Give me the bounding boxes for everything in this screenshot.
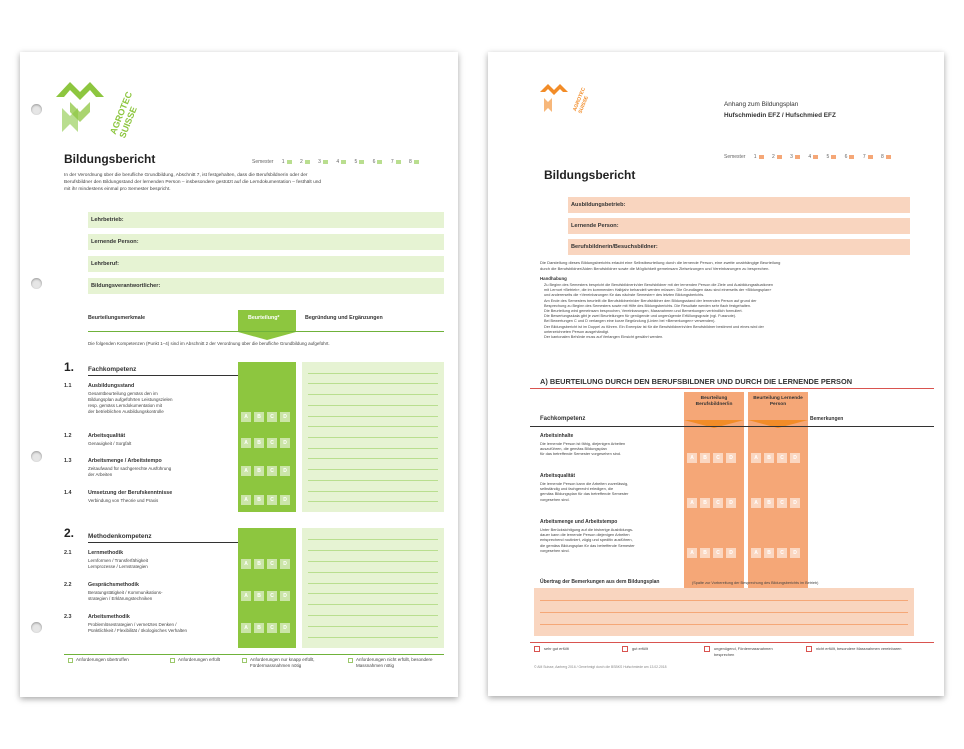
intro-text bbox=[540, 260, 920, 271]
semester-checkbox[interactable] bbox=[831, 155, 836, 159]
grade-d[interactable]: D bbox=[726, 498, 736, 508]
remark-line bbox=[308, 626, 438, 627]
remark-line bbox=[540, 624, 908, 625]
col-bemerkungen: Bemerkungen bbox=[810, 416, 844, 422]
grade-c[interactable]: C bbox=[777, 453, 787, 463]
grade-options-berufsbildner[interactable] bbox=[687, 453, 736, 463]
item-description bbox=[540, 527, 635, 553]
grade-b[interactable]: B bbox=[700, 453, 710, 463]
desc-line: vorgesehen sind. bbox=[540, 496, 570, 502]
semester-checkbox[interactable] bbox=[323, 160, 328, 164]
grade-a[interactable]: A bbox=[241, 591, 251, 601]
item-title: Arbeitsinhalte bbox=[540, 433, 574, 439]
field-label: Lehrberuf: bbox=[91, 261, 119, 267]
semester-4: 4 bbox=[808, 154, 812, 160]
semester-5: 5 bbox=[354, 159, 358, 165]
remark-line bbox=[308, 373, 438, 374]
desc-line: entsprechend routiniert, zügig und speditiv ausführen, bbox=[540, 537, 633, 543]
punch-hole bbox=[31, 104, 42, 115]
list-item: Am Ende des Semesters beurteilt die Berufsbildnerin/der Berufsbildner den Bildungsstand der lernenden Person auf grund der bbox=[544, 298, 757, 303]
grade-c[interactable]: C bbox=[777, 548, 787, 558]
semester-6: 6 bbox=[372, 159, 376, 165]
grade-d[interactable]: D bbox=[790, 453, 800, 463]
grade-options-lernende[interactable] bbox=[751, 453, 800, 463]
remarks-column-section2[interactable] bbox=[302, 528, 444, 648]
item-number: 1.2 bbox=[64, 433, 72, 439]
field-lehrberuf[interactable] bbox=[88, 256, 444, 272]
desc-line: selbständig und fachgerecht erledigen, die bbox=[540, 486, 614, 492]
legend-checkbox bbox=[534, 646, 540, 652]
item-title: Arbeitsmenge und Arbeitstempo bbox=[540, 519, 618, 525]
item-number: 1.4 bbox=[64, 490, 72, 496]
grade-a[interactable]: A bbox=[751, 453, 761, 463]
semester-checkbox[interactable] bbox=[777, 155, 782, 159]
anhang-label: Anhang zum Bildungsplan bbox=[724, 101, 799, 108]
grade-a[interactable]: A bbox=[241, 438, 251, 448]
col-berufsbildner: Beurteilung Berufsbildner/in bbox=[695, 396, 733, 407]
intro-text bbox=[64, 172, 454, 193]
semester-checkbox[interactable] bbox=[868, 155, 873, 159]
desc-line: für das betreffende Semester vorgesehen sind. bbox=[540, 451, 622, 457]
remarks-column-section1[interactable] bbox=[302, 362, 444, 512]
list-item: Der Bildungsbericht ist im Doppel zu führen. Ein Exemplar ist für die Berufsbildnerin/den Berufsbildner bestimmt und eines wird der bbox=[544, 324, 764, 329]
grade-a[interactable]: A bbox=[687, 453, 697, 463]
item-title: Arbeitsqualität bbox=[88, 433, 126, 439]
field-bildungsverantwortlicher[interactable] bbox=[88, 278, 444, 294]
divider bbox=[64, 654, 444, 655]
legend-item: sehr gut erfüllt bbox=[544, 646, 569, 651]
semester-8: 8 bbox=[881, 154, 884, 160]
grade-options[interactable] bbox=[241, 438, 290, 448]
semester-7: 7 bbox=[862, 154, 866, 160]
grade-a[interactable]: A bbox=[241, 623, 251, 633]
divider bbox=[88, 542, 238, 543]
grade-a[interactable]: A bbox=[241, 412, 251, 422]
legend-checkbox bbox=[68, 658, 73, 663]
remark-line bbox=[308, 593, 438, 594]
kompetenz-note: Die folgenden Kompetenzen (Punkt 1–4) sind im Abschnitt 2 der Verordnung über die berufliche Grundbildung aufgeführt. bbox=[88, 341, 330, 346]
field-label: Ausbildungsbetrieb: bbox=[571, 202, 626, 208]
remark-line bbox=[308, 491, 438, 492]
field-label: Lehrbetrieb: bbox=[91, 217, 124, 223]
grade-options[interactable] bbox=[241, 559, 290, 569]
grade-options-lernende[interactable] bbox=[751, 548, 800, 558]
grade-c[interactable]: C bbox=[713, 498, 723, 508]
grade-a[interactable]: A bbox=[687, 498, 697, 508]
remark-line bbox=[308, 405, 438, 406]
agrotec-logo-orange-icon bbox=[540, 80, 580, 120]
desc-line: Problemlösestrategien / vernetztes Denken / bbox=[88, 622, 177, 627]
semester-checkbox[interactable] bbox=[886, 155, 891, 159]
semester-6: 6 bbox=[844, 154, 848, 160]
grade-c[interactable]: C bbox=[267, 623, 277, 633]
grade-c[interactable]: C bbox=[713, 453, 723, 463]
grade-a[interactable]: A bbox=[751, 498, 761, 508]
grade-d[interactable]: D bbox=[280, 495, 290, 505]
grade-b[interactable]: B bbox=[254, 495, 264, 505]
item-title: Arbeitsmenge / Arbeitstempo bbox=[88, 458, 162, 464]
list-item: Der kantonalen Behörde muss auf Verlangen Einsicht gewährt werden. bbox=[544, 335, 664, 340]
semester-checkbox[interactable] bbox=[305, 160, 310, 164]
col-begruendung: Begründung und Ergänzungen bbox=[305, 315, 383, 321]
item-description bbox=[88, 558, 148, 570]
grade-options-lernende[interactable] bbox=[751, 498, 800, 508]
grade-a[interactable]: A bbox=[687, 548, 697, 558]
col-beurteilungsmerkmale: Beurteilungsmerkmale bbox=[88, 315, 146, 321]
grade-options[interactable] bbox=[241, 495, 290, 505]
section-title: Methodenkompetenz bbox=[88, 533, 152, 540]
grade-c[interactable]: C bbox=[267, 495, 277, 505]
grade-c[interactable]: C bbox=[267, 412, 277, 422]
desc-line: Die lernende Person kann die Arbeiten zuverlässig, bbox=[540, 481, 629, 486]
item-title: Gesprächsmethodik bbox=[88, 582, 139, 588]
desc-line: strategien / Erklärungstechniken bbox=[88, 596, 153, 601]
grade-b[interactable]: B bbox=[254, 466, 264, 476]
grade-a[interactable]: A bbox=[241, 466, 251, 476]
field-label: Bildungsverantwortlicher: bbox=[91, 283, 161, 289]
grade-d[interactable]: D bbox=[790, 548, 800, 558]
punch-hole bbox=[31, 278, 42, 289]
semester-checkbox[interactable] bbox=[377, 160, 382, 164]
grade-c[interactable]: C bbox=[267, 559, 277, 569]
section-number: 2. bbox=[64, 526, 75, 540]
list-item: Die Bewertungsskala gibt je zwei Beurteilungen für genügende und ungenügende Erfüllungsgrade (vgl. Fussnote). bbox=[544, 314, 737, 319]
semester-checkbox[interactable] bbox=[341, 160, 346, 164]
remark-line bbox=[308, 572, 438, 573]
desc-line: resp. gemäss Lerndokumentation mit bbox=[88, 403, 163, 408]
uebertrag-note: (Spalte zur Vorbereitung der Besprechung des Bildungsberichts im Betrieb) bbox=[692, 581, 819, 585]
item-number: 2.3 bbox=[64, 614, 72, 620]
divider bbox=[88, 375, 238, 376]
item-number: 1.3 bbox=[64, 458, 72, 464]
field-berufsbildnerin[interactable] bbox=[568, 239, 910, 255]
col-fachkompetenz: Fachkompetenz bbox=[540, 416, 586, 422]
grade-d[interactable]: D bbox=[280, 559, 290, 569]
grade-c[interactable]: C bbox=[267, 438, 277, 448]
desc-line: vorgesehen sind. bbox=[540, 547, 570, 553]
remark-line bbox=[308, 394, 438, 395]
divider bbox=[530, 388, 934, 389]
list-item: Zu Beginn des Semesters bespricht die Berufsbildnerin/der Berufsbildner mit der lernenden Person die Ziele und Ausbildungssituationen bbox=[544, 283, 774, 287]
grade-b[interactable]: B bbox=[764, 548, 774, 558]
item-description bbox=[88, 590, 163, 602]
semester-7: 7 bbox=[390, 159, 394, 165]
handhabung-heading: Handhabung bbox=[540, 276, 567, 281]
grade-options-berufsbildner[interactable] bbox=[687, 548, 736, 558]
field-lernende-person[interactable] bbox=[88, 234, 444, 250]
semester-3: 3 bbox=[318, 159, 321, 165]
legend-checkbox bbox=[170, 658, 175, 663]
legend-item: Anforderungen übertroffen bbox=[76, 657, 129, 662]
item-description bbox=[540, 441, 625, 457]
divider bbox=[530, 642, 934, 643]
semester-3: 3 bbox=[790, 154, 793, 160]
desc-line: der Arbeiten bbox=[88, 472, 113, 477]
desc-line: Beratungstätigkeit / Kommunikations- bbox=[88, 590, 163, 595]
grade-options[interactable] bbox=[241, 412, 290, 422]
semester-checkbox[interactable] bbox=[813, 155, 818, 159]
agrotec-logo-text: AGROTEC SUISSE bbox=[572, 86, 590, 115]
grade-d[interactable]: D bbox=[280, 623, 290, 633]
field-lernende-person[interactable] bbox=[568, 218, 910, 234]
desc-line: Zeitaufwand für sachgerechte Ausführung bbox=[88, 466, 172, 471]
grade-b[interactable]: B bbox=[254, 623, 264, 633]
agrotec-logo-text: AGROTEC SUISSE bbox=[108, 90, 139, 140]
grade-a[interactable]: A bbox=[751, 548, 761, 558]
divider bbox=[530, 426, 934, 427]
grade-c[interactable]: C bbox=[267, 591, 277, 601]
grade-b[interactable]: B bbox=[764, 498, 774, 508]
desc-line: Lernformen / Transferfähigkeit bbox=[88, 558, 149, 563]
grade-c[interactable]: C bbox=[267, 466, 277, 476]
item-description: Verbindung von Theorie und Praxis bbox=[88, 498, 159, 503]
grade-d[interactable]: D bbox=[280, 438, 290, 448]
grade-c[interactable]: C bbox=[777, 498, 787, 508]
list-item: Besprechung zu Beginn des Semesters sowie mit Hilfe des Bildungsberichts. Die Resultate werden sehr flach festgehalten. bbox=[544, 303, 752, 308]
grade-b[interactable]: B bbox=[254, 412, 264, 422]
intro-line: mit ihr mindestens einmal pro Semester bespricht. bbox=[64, 187, 171, 192]
item-title: Arbeitsqualität bbox=[540, 473, 576, 479]
remark-line bbox=[308, 480, 438, 481]
item-title: Ausbildungsstand bbox=[88, 383, 135, 389]
remark-line bbox=[308, 416, 438, 417]
grade-c[interactable]: C bbox=[713, 548, 723, 558]
remark-line bbox=[540, 600, 908, 601]
semester-checkbox[interactable] bbox=[414, 160, 419, 164]
page-title: Bildungsbericht bbox=[544, 168, 636, 182]
grade-b[interactable]: B bbox=[700, 498, 710, 508]
legend-item: Anforderungen nur knapp erfüllt, Fördermassnahmen nötig bbox=[250, 657, 315, 668]
desc-line: auszuführen, die gemäss Bildungsplan bbox=[540, 446, 607, 452]
grade-d[interactable]: D bbox=[726, 453, 736, 463]
desc-line: Lernprozesse / Lernstrategien bbox=[88, 564, 148, 569]
punch-hole bbox=[31, 622, 42, 633]
semester-1: 1 bbox=[753, 154, 757, 160]
beurteilung-arrow-icon bbox=[238, 332, 296, 340]
grade-d[interactable]: D bbox=[726, 548, 736, 558]
field-label: Lernende Person: bbox=[91, 239, 139, 245]
semester-selector bbox=[252, 159, 419, 165]
list-item: und andererseits die «Vereinbarungen für das nächste Semester» des letzten Bildungsberichts. bbox=[544, 293, 705, 298]
item-title: Lernmethodik bbox=[88, 550, 124, 556]
grade-b[interactable]: B bbox=[254, 559, 264, 569]
semester-label: Semester bbox=[724, 154, 746, 160]
grade-options[interactable] bbox=[241, 623, 290, 633]
field-ausbildungsbetrieb[interactable] bbox=[568, 197, 910, 213]
grade-options-berufsbildner[interactable] bbox=[687, 498, 736, 508]
item-description: Genauigkeit / Sorgfalt bbox=[88, 441, 132, 446]
item-description bbox=[540, 481, 628, 502]
divider bbox=[88, 331, 444, 332]
semester-checkbox[interactable] bbox=[396, 160, 401, 164]
semester-8: 8 bbox=[409, 159, 412, 165]
legend-item: ungenügend, Fördermassnahmen besprechen bbox=[714, 646, 773, 657]
legend-item: Anforderungen erfüllt bbox=[178, 657, 221, 662]
desc-line: Gesamtbeurteilung gemäss den im bbox=[88, 391, 158, 396]
list-item: Bei Bewertungen C und D verlangen eine kurze Begründung (Linien bei «Bemerkungen» verwenden). bbox=[544, 319, 716, 324]
remark-line bbox=[308, 539, 438, 540]
grade-a[interactable]: A bbox=[241, 559, 251, 569]
semester-checkbox[interactable] bbox=[795, 155, 800, 159]
remark-line bbox=[308, 583, 438, 584]
grade-options[interactable] bbox=[241, 591, 290, 601]
remark-line bbox=[308, 550, 438, 551]
item-title: Arbeitsmethodik bbox=[88, 614, 130, 620]
section-number: 1. bbox=[64, 360, 75, 374]
beruf-title: Hufschmiedin EFZ / Hufschmied EFZ bbox=[724, 112, 836, 119]
intro-line: Berufsbildner den Bildungsstand der lernenden Person – insbesondere gestützt auf die Lerndokumentation – festhält und bbox=[64, 180, 322, 185]
semester-4: 4 bbox=[336, 159, 340, 165]
intro-line: In der Verordnung über die berufliche Grundbildung, Abschnitt 7, ist festgehalten, dass die Berufsbildnerin oder der bbox=[64, 173, 308, 178]
remark-line bbox=[308, 458, 438, 459]
grade-d[interactable]: D bbox=[790, 498, 800, 508]
desc-line: gemäss Bildungsplan für das betreffende Semester bbox=[540, 491, 629, 497]
remark-line bbox=[308, 615, 438, 616]
grade-d[interactable]: D bbox=[280, 466, 290, 476]
intro-line: Die Darstellung dieses Bildungsberichts erlaubt eine Selbstbeurteilung durch die lernende Person, eine zweite unabhängige Beurteilung bbox=[540, 260, 781, 265]
desc-line: dauer kann die lernende Person diejenigen Arbeiten bbox=[540, 532, 630, 538]
semester-2: 2 bbox=[299, 159, 303, 165]
col-beurteilung: Beurteilung* bbox=[248, 315, 280, 321]
uebertrag-field[interactable] bbox=[534, 588, 914, 636]
legend-item: Anforderungen nicht erfüllt, besondere Massnahmen nötig bbox=[356, 657, 433, 668]
desc-line: Unter Berücksichtigung auf die bisherige Ausbildungs- bbox=[540, 527, 634, 532]
semester-checkbox[interactable] bbox=[287, 160, 292, 164]
uebertrag-title: Übertrag der Bemerkungen aus dem Bildungsplan bbox=[540, 579, 660, 585]
field-lehrbetrieb[interactable] bbox=[88, 212, 444, 228]
remark-line bbox=[308, 448, 438, 449]
semester-5: 5 bbox=[826, 154, 830, 160]
list-item: mit Lernort «Betrieb», die im kommenden Halbjahr behandelt werden müssen. Die Grundlagen dazu sind einerseits der «Bildungsplan» bbox=[544, 288, 772, 293]
field-label: Lernende Person: bbox=[571, 223, 619, 229]
grade-b[interactable]: B bbox=[700, 548, 710, 558]
item-number: 2.2 bbox=[64, 582, 72, 588]
remark-line bbox=[308, 426, 438, 427]
remark-line bbox=[308, 469, 438, 470]
item-number: 1.1 bbox=[64, 383, 72, 389]
remark-line bbox=[308, 604, 438, 605]
grade-column-section1 bbox=[238, 362, 296, 512]
item-description bbox=[88, 622, 187, 634]
item-title: Umsetzung der Berufskenntnisse bbox=[88, 490, 173, 496]
remark-line bbox=[540, 612, 908, 613]
grade-d[interactable]: D bbox=[280, 412, 290, 422]
intro-line: durch die Berufsbildner/Aiden Berufsbildner sowie die Möglichkeit gemeinsam Zielsetzungen und Vereinbarungen zu besprechen. bbox=[540, 265, 770, 271]
legend-checkbox bbox=[704, 646, 710, 652]
legend-item: nicht erfüllt, besondere Massnahmen vereinbaren bbox=[816, 646, 902, 651]
list-item: Die Beurteilung wird gemeinsam besprochen, Vereinbarungen, Massnahmen und Bemerkungen verbindlich formuliert. bbox=[544, 309, 743, 314]
item-description bbox=[88, 391, 173, 415]
semester-checkbox[interactable] bbox=[359, 160, 364, 164]
desc-line: Bildungsplan aufgeführten Leistungszielen bbox=[88, 397, 173, 402]
remark-line bbox=[308, 383, 438, 384]
handhabung-list bbox=[544, 283, 920, 340]
section-a-title: A) BEURTEILUNG DURCH DEN BERUFSBILDNER UND DURCH DIE LERNENDE PERSON bbox=[540, 377, 853, 386]
page-title: Bildungsbericht bbox=[64, 152, 156, 166]
grade-d[interactable]: D bbox=[280, 591, 290, 601]
desc-line: die gemäss Bildungsplan für das betreffende Semester bbox=[540, 542, 635, 548]
col-lernende: Beurteilung Lernende Person bbox=[753, 396, 803, 407]
field-label: Berufsbildnerin/Besuchsbildner: bbox=[571, 244, 658, 250]
desc-line: Die lernende Person ist fähig, diejenigen Arbeiten bbox=[540, 441, 626, 446]
footer-text: © AM Suisse, Aarberg 2016 / Genehmigt durch die BSBKS Hufschmiede am 13.02.2018 bbox=[534, 665, 667, 669]
grade-b[interactable]: B bbox=[254, 591, 264, 601]
beurteilung-header-bg bbox=[238, 310, 296, 332]
punch-hole bbox=[31, 451, 42, 462]
item-description bbox=[88, 466, 171, 478]
legend-checkbox bbox=[622, 646, 628, 652]
semester-2: 2 bbox=[771, 154, 775, 160]
right-document-page bbox=[488, 52, 944, 696]
list-item: unterzeichneten Person ausgehändigt. bbox=[544, 329, 610, 334]
left-document-page bbox=[20, 52, 458, 697]
legend-checkbox bbox=[242, 658, 247, 663]
grade-options[interactable] bbox=[241, 466, 290, 476]
remark-line bbox=[308, 501, 438, 502]
legend-item: gut erfüllt bbox=[632, 646, 649, 651]
remark-line bbox=[308, 561, 438, 562]
grade-a[interactable]: A bbox=[241, 495, 251, 505]
remark-line bbox=[308, 437, 438, 438]
legend-checkbox bbox=[806, 646, 812, 652]
semester-label: Semester bbox=[252, 159, 274, 165]
grade-b[interactable]: B bbox=[764, 453, 774, 463]
legend-checkbox bbox=[348, 658, 353, 663]
remark-line bbox=[308, 637, 438, 638]
semester-selector bbox=[724, 154, 891, 160]
desc-line: Pünktlichkeit / Flexibilität / ökologisches Verhalten bbox=[88, 628, 188, 633]
semester-checkbox[interactable] bbox=[759, 155, 764, 159]
section-title: Fachkompetenz bbox=[88, 366, 137, 373]
item-number: 2.1 bbox=[64, 550, 72, 556]
grade-b[interactable]: B bbox=[254, 438, 264, 448]
semester-1: 1 bbox=[281, 159, 285, 165]
semester-checkbox[interactable] bbox=[849, 155, 854, 159]
desc-line: der betrieblichen Ausbildungskontrolle bbox=[88, 409, 164, 414]
